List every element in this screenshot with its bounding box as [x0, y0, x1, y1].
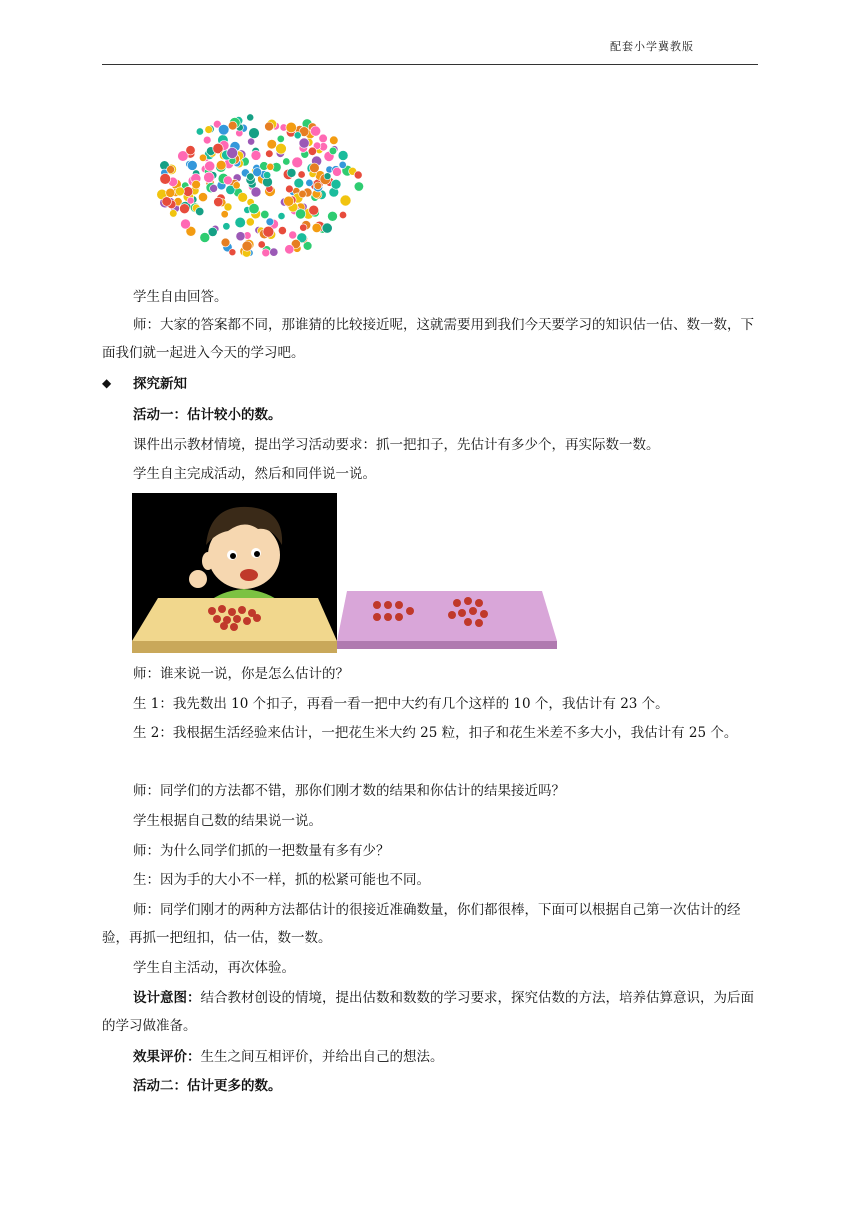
paragraph: 课件出示教材情境，提出学习活动要求：抓一把扣子，先估计有多少个，再实际数一数。 [133, 437, 660, 453]
colorful-buttons-pile-icon [140, 100, 380, 280]
paragraph: 学生自主活动，再次体验。 [133, 960, 295, 976]
paragraph: 师：谁来说一说，你是怎么估计的？ [133, 666, 349, 682]
paragraph: 师：为什么同学们抓的一把数量有多有少？ [133, 843, 390, 859]
bullet-icon: ◆ [102, 376, 112, 390]
paragraph: 师：同学们刚才的两种方法都估计的很接近准确数量，你们都很棒，下面可以根据自己第一次估计的经验，再抓一把纽扣，估一估，数一数。 [102, 902, 741, 946]
effect-evaluation-text: 生生之间互相评价，并给出自己的想法。 [200, 1049, 444, 1065]
boy-counting-buttons-icon [132, 493, 572, 658]
paragraph: 生 1：我先数出 10 个扣子，再看一看一把中大约有几个这样的 10 个，我估计有 23 个。 [133, 696, 669, 712]
activity-title: 活动一：估计较小的数。 [133, 407, 282, 423]
paragraph: 学生自由回答。 [133, 289, 228, 305]
header-text: 配套小学冀教版 [610, 40, 694, 53]
effect-evaluation [102, 1043, 758, 1071]
paragraph: 学生根据自己数的结果说一说。 [133, 813, 322, 829]
design-intent [102, 984, 758, 1040]
paragraph: 生 2：我根据生活经验来估计，一把花生米大约 25 粒，扣子和花生米差不多大小，我估计有 25 个。 [133, 725, 738, 741]
design-intent-text: 结合教材创设的情境，提出估数和数数的学习要求，探究估数的方法，培养估算意识，为后面的学习做准备。 [102, 990, 754, 1034]
design-intent-label: 设计意图： [133, 990, 201, 1006]
effect-evaluation-label: 效果评价： [133, 1049, 201, 1065]
paragraph: 生：因为手的大小不一样，抓的松紧可能也不同。 [133, 872, 430, 888]
header-rule [102, 64, 758, 65]
paragraph: 师：同学们的方法都不错，那你们刚才数的结果和你估计的结果接近吗？ [133, 783, 565, 799]
paragraph: 学生自主完成活动，然后和同伴说一说。 [133, 466, 376, 482]
section-heading: 探究新知 [133, 376, 187, 392]
activity-title: 活动二：估计更多的数。 [133, 1078, 282, 1094]
paragraph: 师：大家的答案都不同，那谁猜的比较接近呢，这就需要用到我们今天要学习的知识估一估、数一数，下面我们就一起进入今天的学习吧。 [102, 317, 754, 361]
